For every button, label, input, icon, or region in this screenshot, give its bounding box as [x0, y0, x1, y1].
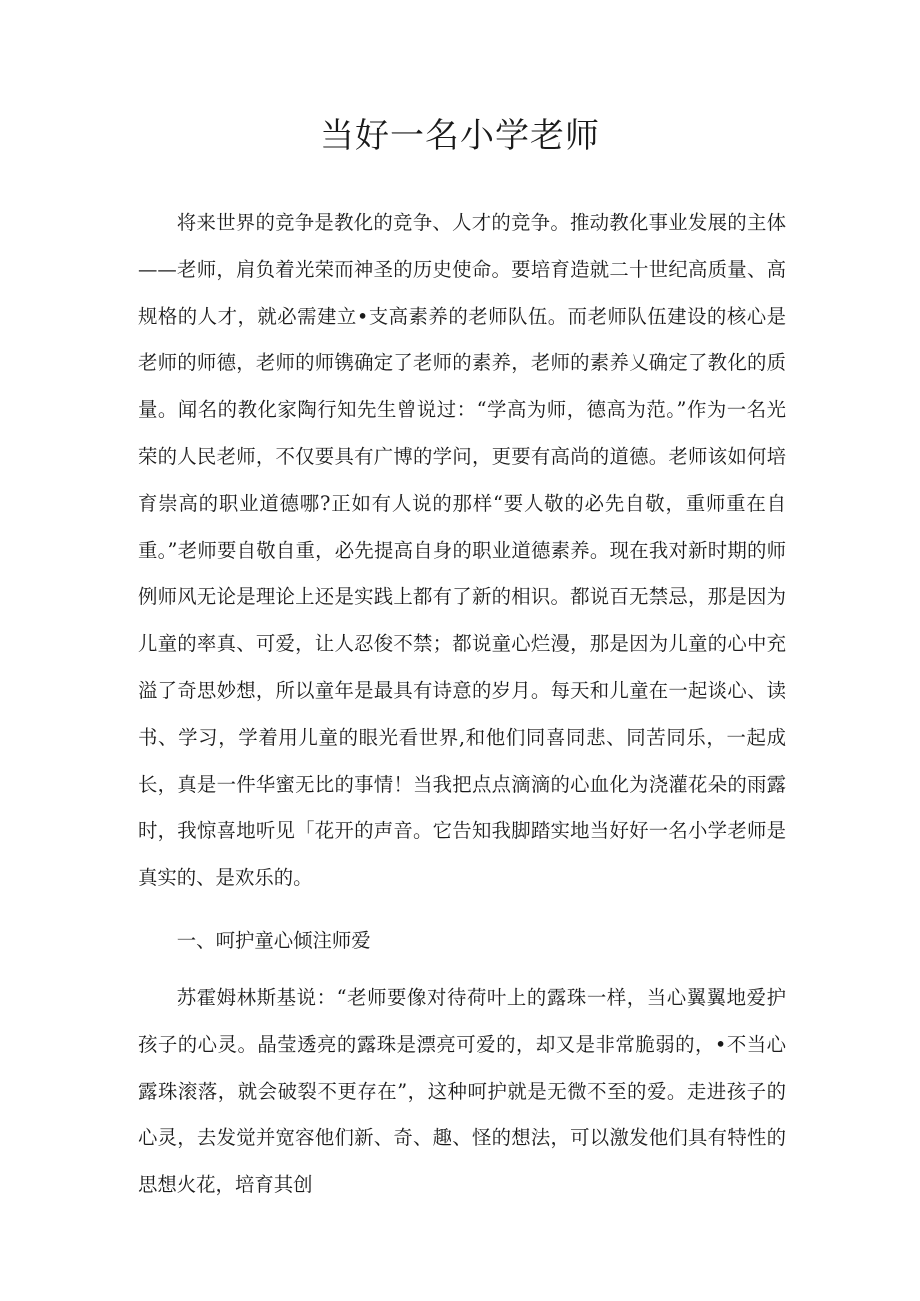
document-title: 当好一名小学老师	[320, 116, 600, 156]
body-paragraph: 将来世界的竞争是教化的竞争、人才的竞争。推动教化事业发展的主体——老师，肩负着光荣而神圣的历史使命。要培育造就二十世纪高质量、高规格的人才，就必需建立•支高素养的老师队伍。而老师队伍建设的核心是老师的师德，老师的师镌确定了老师的素养，老师的素养乂确定了教化的质量。闻名的教化家陶行知先生曾说过：“学高为师，德高为范。”作为一名光荣的人民老师，不仅要具有广博的学问，更要有高尚的道德。老师该如何培育崇高的职业道德哪?正如有人说的那样“要人敬的必先自敬，重师重在自重。”老师要自敬自重，必先提高自身的职业道德素养。现在我对新时期的师例师风无论是理论上还是实践上都有了新的相识。都说百无禁忌，那是因为儿童的率真、可爱，让人忍俊不禁；都说童心烂漫，那是因为儿童的心中充溢了奇思妙想，所以童年是最具有诗意的岁月。每天和儿童在一起谈心、读书、学习，学着用儿童的眼光看世界,和他们同喜同悲、同苦同乐，一起成长，真是一件华蜜无比的事情！当我把点点滴滴的心血化为浇灌花朵的雨露时，我惊喜地听见「花开的声音。它告知我脚踏实地当好好一名小学老师是真实的、是欢乐的。	[138, 211, 786, 890]
section-heading: 一、呵护童心倾注师爱	[176, 929, 371, 952]
body-paragraph: 苏霍姆林斯基说：“老师要像对待荷叶上的露珠一样，当心翼翼地爱护孩子的心灵。晶莹透亮的露珠是漂亮可爱的，却又是非常脆弱的，•不当心露珠滚落，就会破裂不更存在”，这种呵护就是无微不至的爱。走进孩子的心灵，去发觉并宽容他们新、奇、趣、怪的想法，可以激发他们具有特性的思想火花，培育其创	[138, 986, 786, 1197]
